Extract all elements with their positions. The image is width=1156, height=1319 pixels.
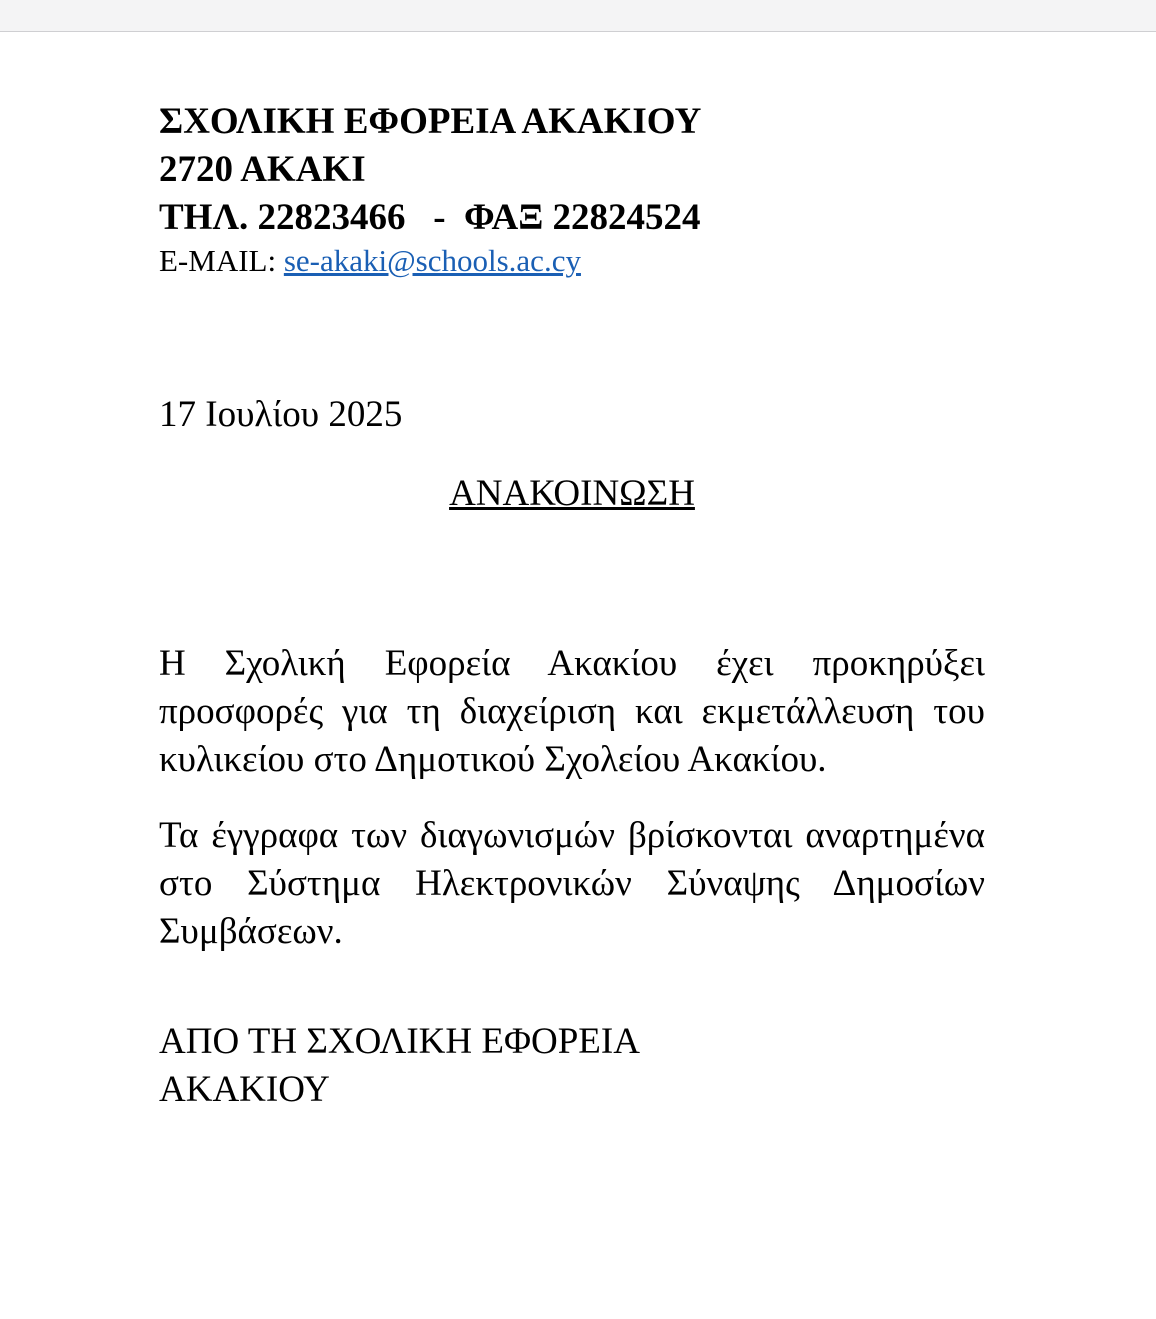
signature-line-1: ΑΠΟ ΤΗ ΣΧΟΛΙΚΗ ΕΦΟΡΕΙΑ xyxy=(159,1021,640,1062)
document-title: ΑΝΑΚΟΙΝΩΣΗ xyxy=(449,473,695,514)
signature-block xyxy=(159,1018,985,1114)
header-organization-name: ΣΧΟΛΙΚΗ ΕΦΟΡΕΙΑ ΑΚΑΚΙΟΥ xyxy=(159,101,702,142)
body-paragraph-1: Η Σχολική Εφορεία Ακακίου έχει προκηρύξει προσφορές για τη διαχείριση και εκμετάλλευση του κυλικείου στο Δημοτικού Σχολείου Ακακίου. xyxy=(159,643,985,780)
header-address: 2720 ΑΚΑΚΙ xyxy=(159,149,366,190)
header-email xyxy=(159,240,985,282)
signature-line-2: ΑΚΑΚΙΟΥ xyxy=(159,1069,330,1110)
document-date: 17 Ιουλίου 2025 xyxy=(159,394,403,435)
body-paragraph-2: Τα έγγραφα των διαγωνισμών βρίσκονται αναρτημένα στο Σύστημα Ηλεκτρονικών Σύναψης Δημοσίων Συμβάσεων. xyxy=(159,815,985,952)
email-link[interactable]: se-akaki@schools.ac.cy xyxy=(283,243,581,278)
document-page xyxy=(159,98,985,1114)
header-phone-fax: ΤΗΛ. 22823466 - ΦΑΞ 22824524 xyxy=(159,197,701,238)
viewer-top-bar xyxy=(0,0,1156,32)
email-label: E-MAIL: xyxy=(159,243,284,278)
